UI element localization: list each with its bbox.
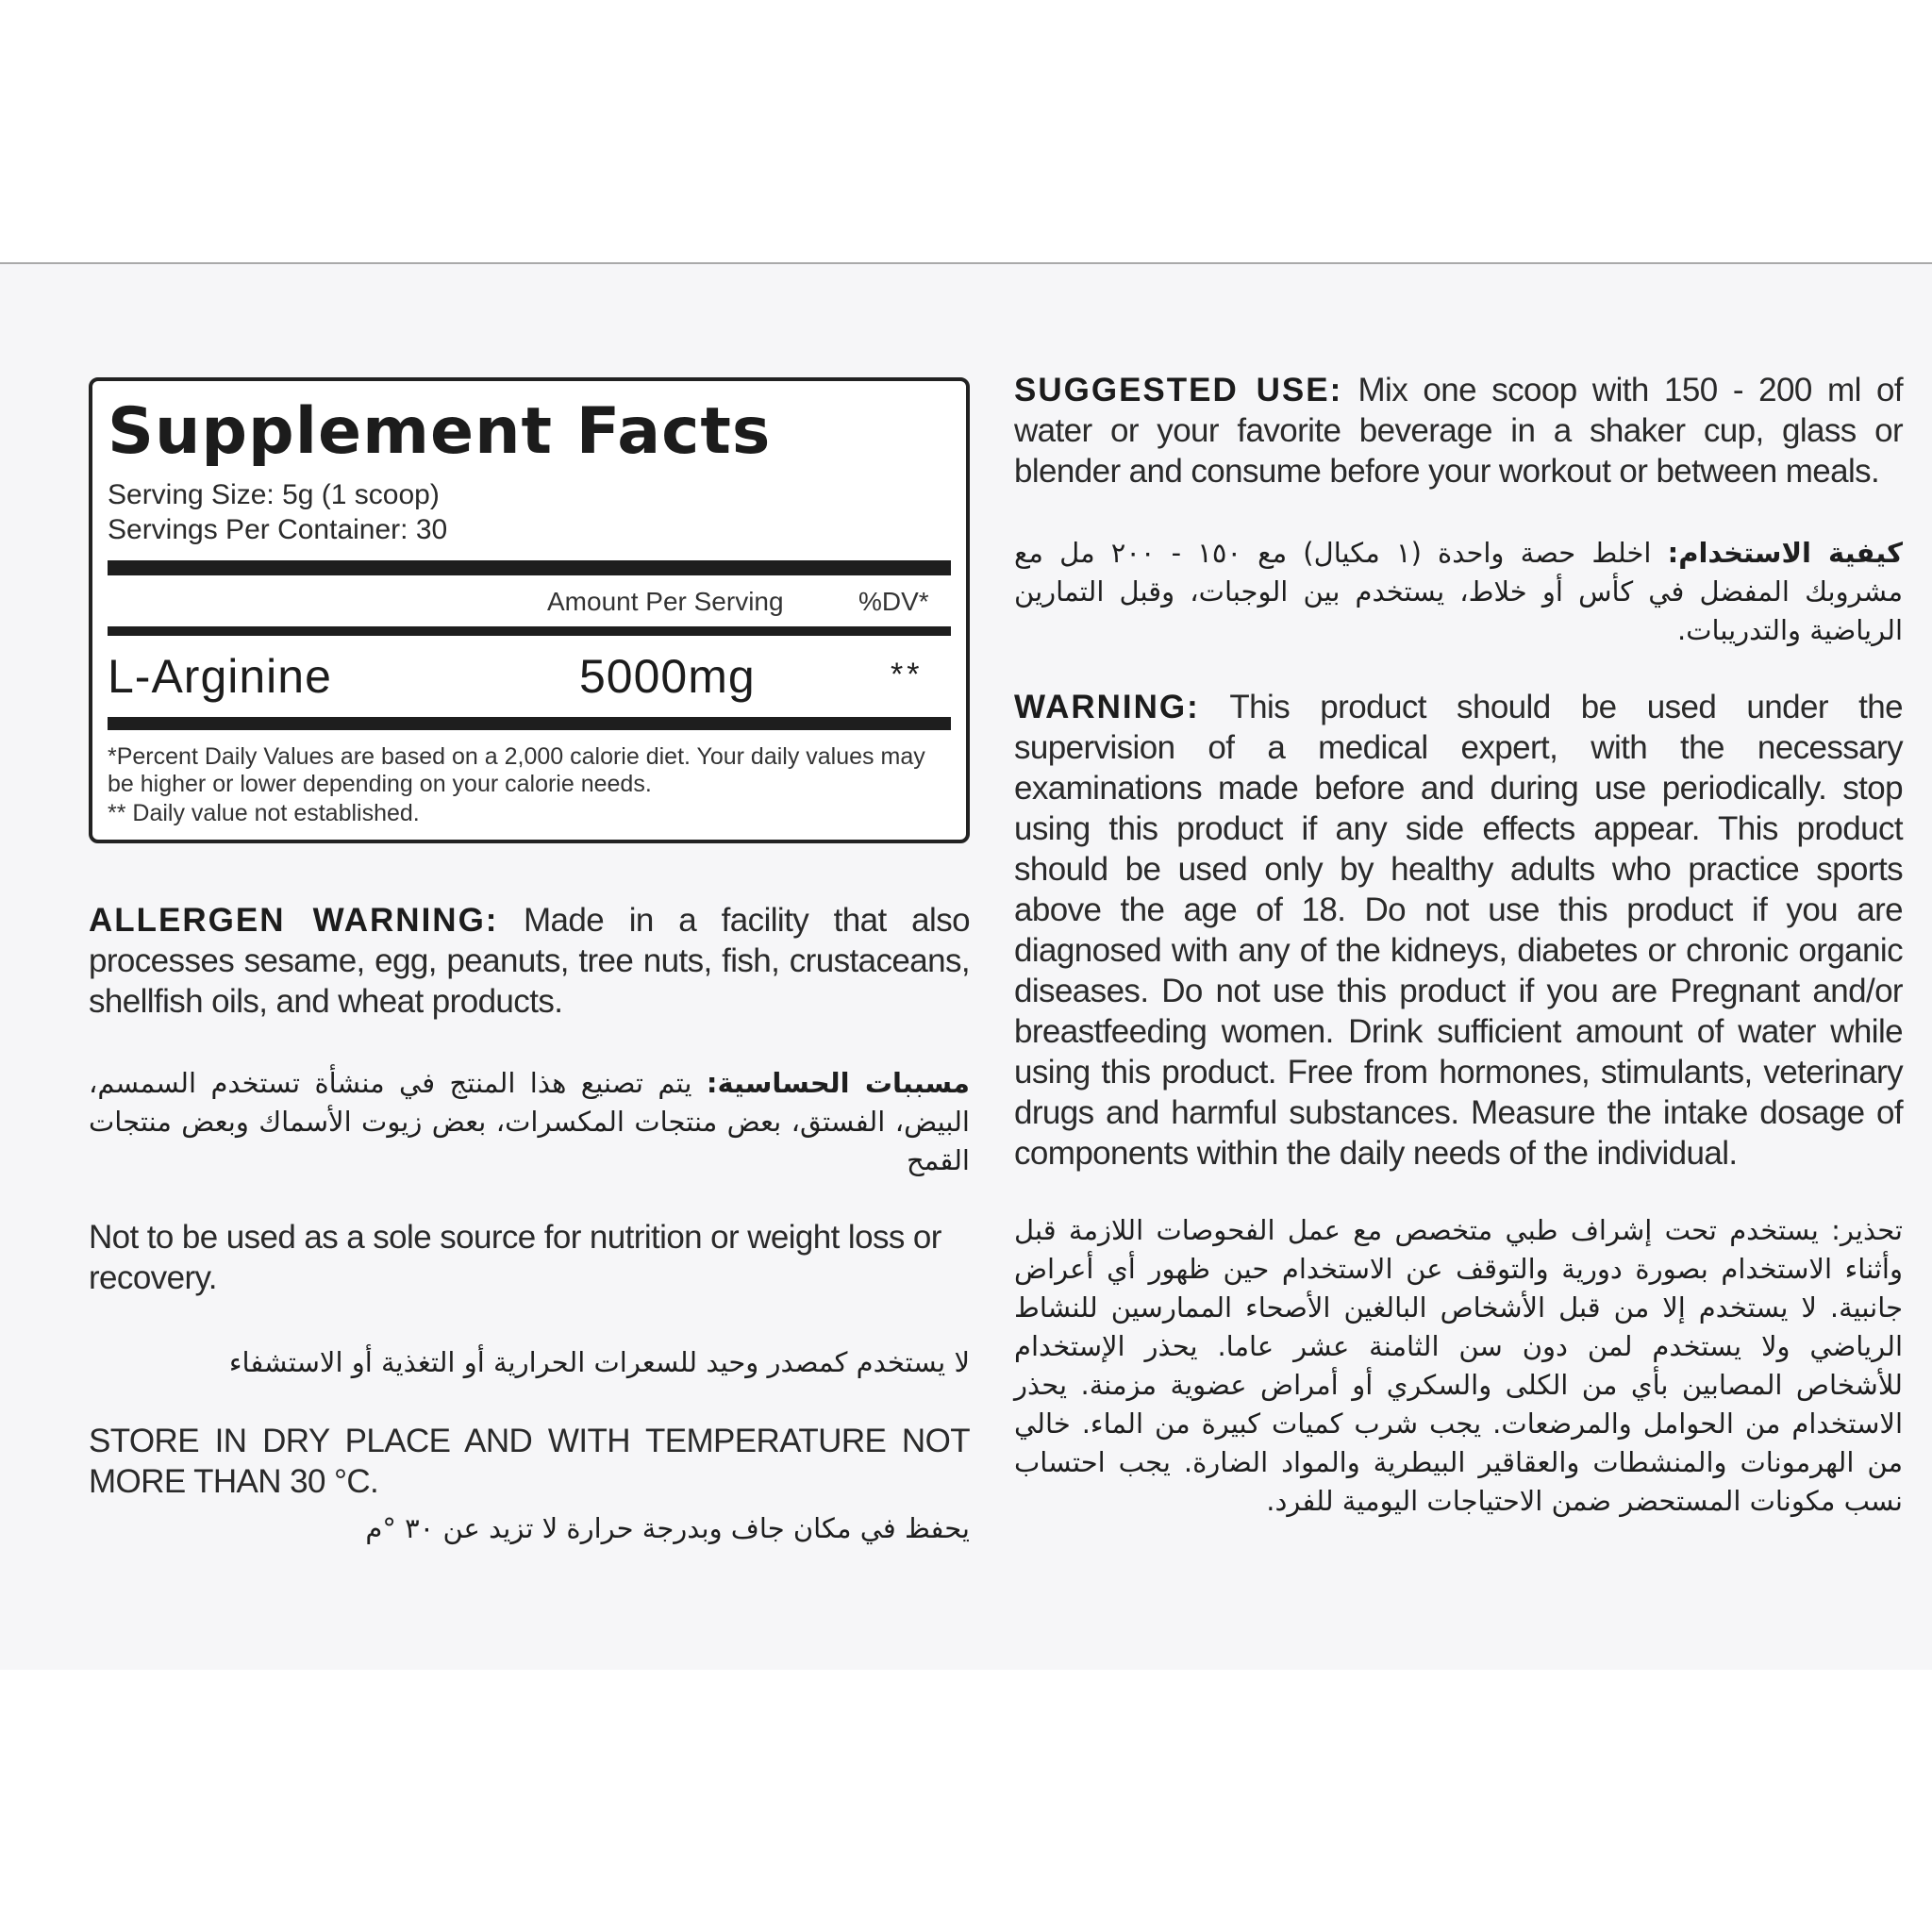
allergen-warning-lead: ALLERGEN WARNING:	[89, 902, 499, 939]
facts-divider-medium	[108, 626, 951, 636]
facts-divider-thick	[108, 560, 951, 575]
warning	[1014, 687, 1903, 1174]
allergen-warning	[89, 900, 970, 1022]
column-header-row	[108, 575, 951, 626]
allergen-warning-arabic-text: يتم تصنيع هذا المنتج في منشأة تستخدم السمسم، البيض، الفستق، بعض منتجات المكسرات، بعض زيوت الأسماك وبعض منتجات القمح	[89, 1067, 970, 1176]
facts-divider-bottom	[108, 717, 951, 730]
supplement-facts-title: Supplement Facts	[108, 394, 772, 469]
allergen-warning-arabic	[89, 1064, 970, 1180]
serving-size: Serving Size: 5g (1 scoop)	[108, 479, 440, 510]
storage-instructions-arabic: يحفظ في مكان جاف وبدرجة حرارة لا تزيد عن ٣٠ °م	[365, 1512, 970, 1544]
warning-arabic: تحذير: يستخدم تحت إشراف طبي متخصص مع عمل الفحوصات اللازمة قبل وأثناء الاستخدام بصورة دورية والتوقف عن الاستخدام حين ظهور أي أعراض جانبية. لا يستخدم إلا من قبل الأشخاص البالغين الأصحاء الممارسين للنشاط الرياضي ولا يستخدم لمن دون سن الثامنة عشر عاما. يحذر الإستخدام للأشخاص المصابين بأي من الكلى والسكري أو أمراض عضوية مزمنة. يحذر الاستخدام من الحوامل والمرضعات. يجب شرب كميات كبيرة من الماء. خالي من الهرمونات والمنشطات والعقاقير البيطرية والمواد الضارة. يجب احتساب نسب مكونات المستحضر ضمن الاحتياجات اليومية للفرد.	[1014, 1214, 1903, 1517]
suggested-use-text: Mix one scoop with 150 - 200 ml of water or your favorite beverage in a shaker cup, glass or blender and consume before your workout or between meals.	[1014, 372, 1903, 490]
nutrient-row	[108, 636, 951, 717]
storage-instructions: STORE IN DRY PLACE AND WITH TEMPERATURE NOT MORE THAN 30 °C.	[89, 1423, 970, 1500]
sole-source-note-arabic: لا يستخدم كمصدر وحيد للسعرات الحرارية أو التغذية أو الاستشفاء	[228, 1346, 970, 1378]
nutrient-name: L-Arginine	[108, 650, 332, 703]
suggested-use-arabic-lead: كيفية الاستخدام:	[1667, 537, 1904, 569]
suggested-use-lead: SUGGESTED USE:	[1014, 372, 1343, 408]
footnote-not-established: ** Daily value not established.	[108, 800, 420, 826]
warning-lead: WARNING:	[1014, 689, 1200, 725]
amount-per-serving-header: Amount Per Serving	[547, 587, 784, 616]
suggested-use-arabic	[1014, 534, 1903, 650]
suggested-use	[1014, 370, 1903, 491]
suggested-use-arabic-text: اخلط حصة واحدة (١ مكيال) مع ١٥٠ - ٢٠٠ مل مع مشروبك المفضل في كأس أو خلاط، يستخدم بين الوجبات، وقبل التمارين الرياضية والتدريبات.	[1014, 537, 1903, 646]
nutrient-amount: 5000mg	[579, 650, 756, 703]
footnote-daily-values: *Percent Daily Values are based on a 2,000 calorie diet. Your daily values may be higher or lower depending on your calorie needs.	[108, 743, 925, 797]
allergen-warning-text: Made in a facility that also processes sesame, egg, peanuts, tree nuts, fish, crustaceans, shellfish oils, and wheat products.	[89, 902, 970, 1020]
supplement-facts-panel	[89, 377, 970, 843]
daily-value-header: %DV*	[858, 587, 929, 616]
allergen-warning-arabic-lead: مسببات الحساسية:	[706, 1067, 971, 1099]
servings-per-container: Servings Per Container: 30	[108, 514, 448, 545]
warning-text: This product should be used under the supervision of a medical expert, with the necessary examinations made before and during use periodically. stop using this product if any side effects appear. This product should be used only by healthy adults who practice sports above the age of 18. Do not use this product if you are diagnosed with any of the kidneys, diabetes or chronic organic diseases. Do not use this product if you are Pregnant and/or breastfeeding women. Drink sufficient amount of water while using this product. Free from hormones, stimulants, veterinary drugs and harmful substances. Measure the intake dosage of components within the daily needs of the individual.	[1014, 689, 1903, 1172]
sole-source-note: Not to be used as a sole source for nutrition or weight loss or recovery.	[89, 1219, 941, 1296]
nutrient-dv: **	[891, 657, 924, 692]
